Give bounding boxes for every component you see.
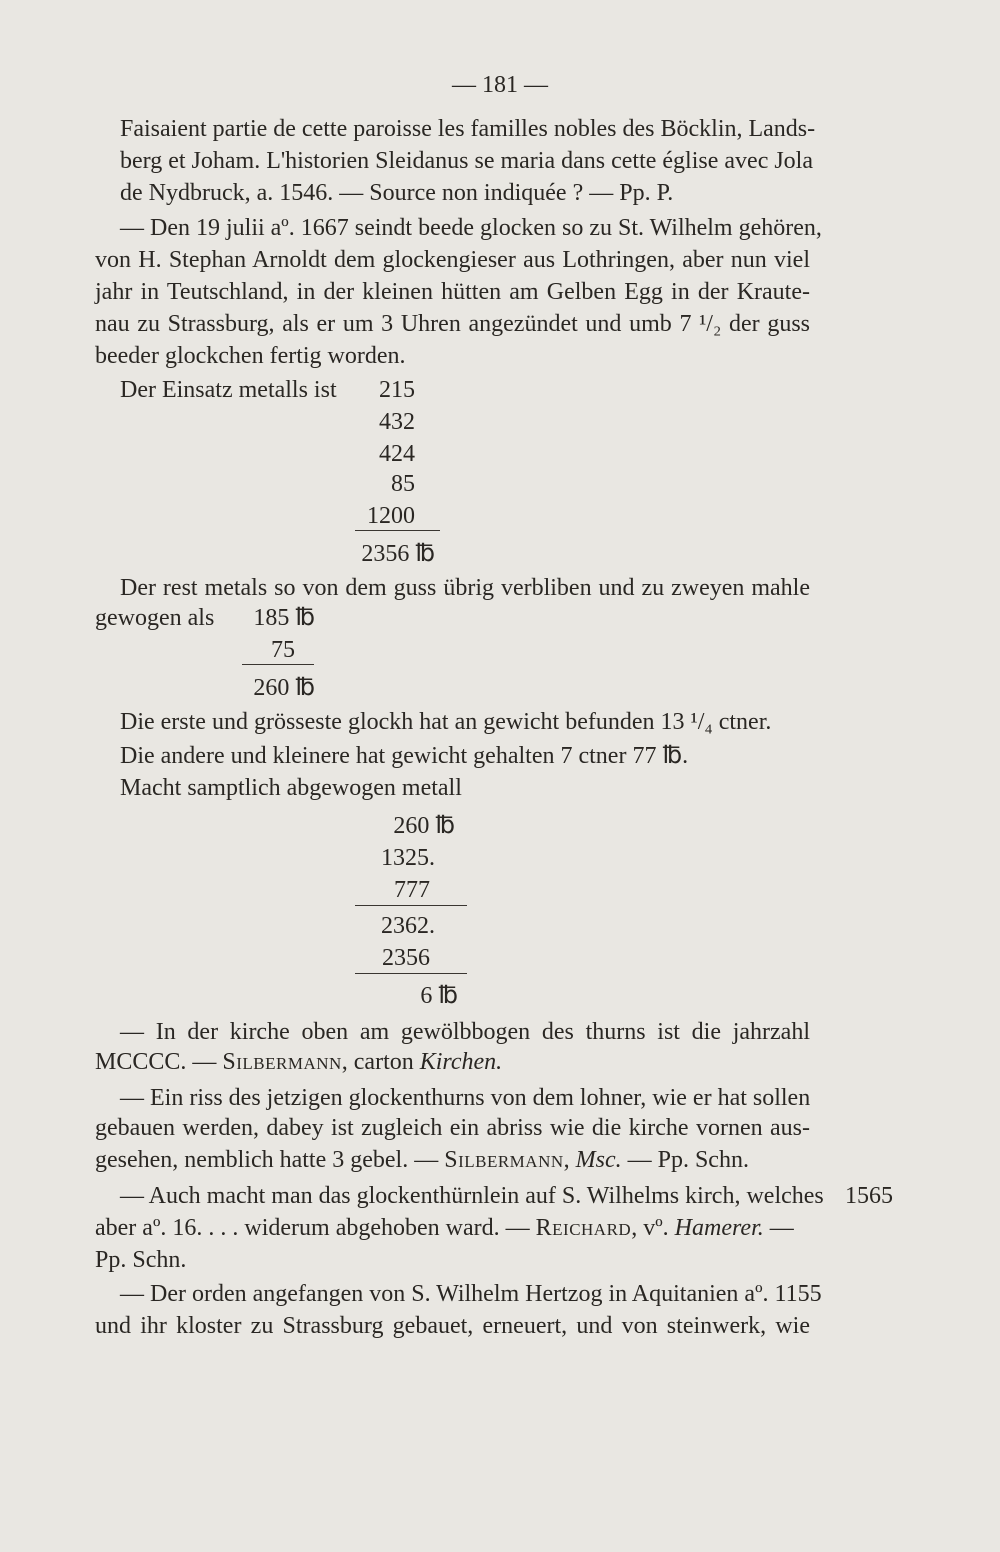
author-name: Silbermann <box>222 1049 342 1075</box>
text-line: de Nydbruck, a. 1546. — Source non indiquée ? — Pp. P. <box>120 180 674 206</box>
margin-year: 1565 <box>845 1183 893 1209</box>
sum-subtrahend: 2356 <box>382 945 430 971</box>
einsatz-total: 2356 ℔ <box>361 541 435 567</box>
text-line: Die erste und grösseste glockh hat an gewicht befunden 13 ¹/₄ ctner. <box>120 709 772 735</box>
text-run: , carton <box>341 1049 420 1075</box>
text-run: — Pp. Schn. <box>621 1147 749 1173</box>
sum-rule <box>355 905 467 906</box>
page-number: — 181 — <box>452 72 548 98</box>
sum-rule <box>242 664 314 665</box>
text-run: gesehen, nemblich hatte 3 gebel. — <box>95 1147 445 1173</box>
rest-value: 185 ℔ <box>253 605 315 631</box>
sum-total: 2362. <box>381 913 435 939</box>
text-line: jahr in Teutschland, in der kleinen hütten am Gelben Egg in der Kraute- <box>95 279 810 305</box>
text-line: beeder glockchen fertig worden. <box>95 343 406 369</box>
text-line: — Auch macht man das glockenthürnlein auf S. Wilhelms kirch, welches <box>120 1183 824 1209</box>
text-line <box>95 1145 749 1175</box>
text-run: , vº. <box>631 1215 675 1241</box>
text-line: und ihr kloster zu Strassburg gebauet, erneuert, und von steinwerk, wie <box>95 1313 810 1339</box>
einsatz-value: 1200 <box>367 503 415 529</box>
source-title: Msc. <box>575 1147 622 1173</box>
text-line: Macht samptlich abgewogen metall <box>120 775 462 801</box>
sum-difference: 6 ℔ <box>420 983 458 1009</box>
einsatz-value: 424 <box>379 441 415 467</box>
text-line: Faisaient partie de cette paroisse les familles nobles des Böcklin, Lands- <box>120 116 816 142</box>
rest-total: 260 ℔ <box>253 675 315 701</box>
rest-label: gewogen als <box>95 605 215 631</box>
text-line <box>95 1047 502 1077</box>
source-title: Kirchen. <box>419 1049 503 1075</box>
text-line: Der rest metals so von dem guss übrig verbliben und zu zweyen mahle <box>120 575 810 601</box>
rest-value: 75 <box>271 637 295 663</box>
text-line <box>95 1213 794 1243</box>
text-line: nau zu Strassburg, als er um 3 Uhren angezündet und umb 7 ¹/₂ der guss <box>95 311 810 337</box>
einsatz-label: Der Einsatz metalls ist <box>120 377 337 403</box>
sum-rule <box>355 530 440 531</box>
text-run: , <box>563 1147 576 1173</box>
sum-rule <box>355 973 467 974</box>
text-line: — In der kirche oben am gewölbbogen des thurns ist die jahrzahl <box>120 1019 810 1045</box>
text-line: — Der orden angefangen von S. Wilhelm Hertzog in Aquitanien aº. 1155 <box>120 1281 822 1307</box>
sum-value: 260 ℔ <box>393 813 455 839</box>
text-line: — Ein riss des jetzigen glockenthurns von dem lohner, wie er hat sollen <box>120 1085 811 1111</box>
text-run: — <box>763 1215 794 1241</box>
text-run: MCCCC. — <box>95 1049 223 1075</box>
author-name: Silbermann <box>444 1147 564 1173</box>
author-name: Reichard <box>535 1215 632 1241</box>
source-title: Hamerer. <box>674 1215 764 1241</box>
text-line: Die andere und kleinere hat gewicht gehalten 7 ctner 77 ℔. <box>120 743 689 769</box>
text-line: — Den 19 julii aº. 1667 seindt beede glocken so zu St. Wilhelm gehören, <box>120 215 822 241</box>
sum-value: 1325. <box>381 845 435 871</box>
einsatz-value: 432 <box>379 409 415 435</box>
text-run: aber aº. 16. . . . widerum abgehoben ward. — <box>95 1215 536 1241</box>
text-line: gebauen werden, dabey ist zugleich ein abriss wie die kirche vornen aus- <box>95 1115 810 1141</box>
text-line: berg et Joham. L'historien Sleidanus se maria dans cette église avec Jola <box>120 148 813 174</box>
sum-value: 777 <box>394 877 430 903</box>
text-line: von H. Stephan Arnoldt dem glockengieser aus Lothringen, aber nun viel <box>95 247 810 273</box>
einsatz-value: 215 <box>379 377 415 403</box>
text-line: Pp. Schn. <box>95 1247 187 1273</box>
einsatz-value: 85 <box>391 471 415 497</box>
